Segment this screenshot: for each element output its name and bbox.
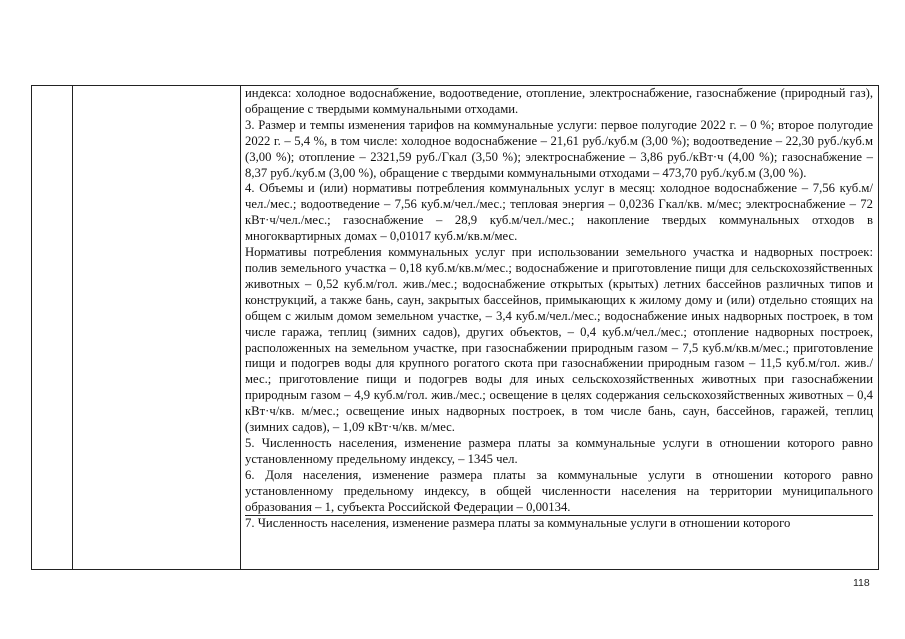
paragraph-item-5: 5. Численность населения, изменение размера платы за коммунальные услуги в отношении которого равно установленному предельному индексу, – 1345 чел. [245, 435, 873, 466]
paragraph-item-7: 7. Численность населения, изменение размера платы за коммунальные услуги в отношении которого [245, 516, 791, 531]
document-table [31, 85, 879, 570]
paragraph-norms: Нормативы потребления коммунальных услуг при использовании земельного участка и надворных построек: полив земельного участка – 0,18 куб.м/кв.м/мес.; водоснабжение и приготовление пищи для сельскохозяйственных животных – 0,52 куб.м/гол. жив./мес.; водоснабжение открытых (крытых) летних бассейнов различных типов и конструкций, а также бань, саун, закрытых бассейнов, примыкающих к жилому дому и (или) отдельно стоящих на общем с жилым домом земельном участке, – 3,4 куб.м/чел./мес.; водоснабжение иных надворных построек, в том числе гаража, теплиц (зимних садов), других объектов, – 0,4 куб.м/чел./мес.; отопление надворных построек, расположенных на земельном участке, при газоснабжении природным газом – 7,5 куб.м/кв.м/мес.; приготовление пищи и подогрев воды для крупного рогатого скота при газоснабжении природным газом – 11,5 куб.м/гол. жив./мес.; приготовление пищи и подогрев воды для иных сельскохозяйственных животных при газоснабжении природным газом – 4,9 куб.м/гол. жив./мес.; освещение в целях содержания сельскохозяйственных животных – 0,4 кВт·ч/кв. м/мес.; освещение иных надворных построек, в том числе бань, саун, бассейнов, гаражей, теплиц (зимних садов), – 1,09 кВт·ч/кв. м/мес. [245, 245, 873, 435]
paragraph-intro: индекса: холодное водоснабжение, водоотведение, отопление, электроснабжение, газоснабжение (природный газ), обращение с твердыми коммунальными отходами. [245, 86, 873, 116]
paragraph-item-3: 3. Размер и темпы изменения тарифов на коммунальные услуги: первое полугодие 2022 г. – 0 %; второе полугодие 2022 г. – 5,4 %, в том числе: холодное водоснабжение – 21,61 руб./куб.м (3,00 %); водоотведение – 22,30 руб./куб.м (3,00 %); отопление – 2321,59 руб./Гкал (3,50 %); электроснабжение – 3,86 руб./кВт·ч (4,00 %); газоснабжение – 8,37 руб./куб.м (3,00 %), обращение с твердыми коммунальными отходами – 473,70 руб./куб.м (3,00 %). [245, 117, 873, 180]
paragraph-item-4: 4. Объемы и (или) нормативы потребления коммунальных услуг в месяц: холодное водоснабжение – 7,56 куб.м/чел./мес.; водоотведение – 7,56 куб.м/чел./мес.; тепловая энергия – 0,0236 Гкал/кв. м/мес; электроснабжение – 72 кВт·ч/чел./мес.; газоснабжение – 28,9 куб.м/чел./мес.; накопление твердых коммунальных отходов в многоквартирных домах – 0,01017 куб.м/кв.м/мес. [245, 181, 873, 244]
column-divider-1 [72, 86, 73, 569]
content-cell [241, 86, 878, 569]
page-number: 118 [853, 577, 870, 589]
paragraph-item-6: 6. Доля населения, изменение размера платы за коммунальные услуги в отношении которого равно установленному предельному индексу, в общей численности населения на территории муниципального образования – 1, субъекта Российской Федерации – 0,00134. [245, 468, 873, 517]
